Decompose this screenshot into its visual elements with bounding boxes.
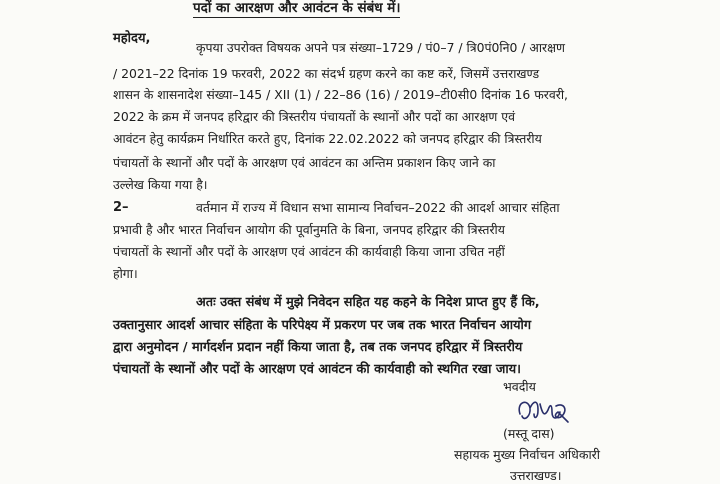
paragraph-line: 2022 के क्रम में जनपद हरिद्वार की त्रिस्तरीय पंचायतों के स्थानों और पदों का आरक्षण एवं — [113, 109, 516, 124]
paragraph-line: प्रभावी है और भारत निर्वाचन आयोग की पूर्वानुमति के बिना, जनपद हरिद्वार की त्रिस्तरीय — [113, 222, 505, 237]
letter-subject: पदों का आरक्षण और आवंटन के संबंध में। — [193, 0, 401, 16]
paragraph-line: पंचायतों के स्थानों और पदों के आरक्षण एवं आवंटन की कार्यवाही किया जाना उचित नहीं — [113, 244, 505, 259]
paragraph-line: होगा। — [113, 266, 138, 281]
paragraph-line: आवंटन हेतु कार्यक्रम निर्धारित करते हुए, दिनांक 22.02.2022 को जनपद हरिद्वार की त्रिस्तरीय — [113, 131, 542, 146]
paragraph-line: कृपया उपरोक्त विषयक अपने पत्र संख्या–1729 / पं0–7 / त्रि0पं0नि0 / आरक्षण — [196, 40, 565, 55]
paragraph-line: पंचायतों के स्थानों और पदों के आरक्षण एवं आवंटन की कार्यवाही को स्थगित रखा जाय। — [113, 362, 521, 377]
paragraph-2-number: 2– — [113, 200, 129, 215]
paragraph-line: उक्तानुसार आदर्श आचार संहिता के परिपेक्ष्य में प्रकरण पर जब तक भारत निर्वाचन आयोग — [113, 318, 532, 333]
paragraph-line: द्वारा अनुमोदन / मार्गदर्शन प्रदान नहीं किया जाता है, तब तक जनपद हरिद्वार में त्रिस्तरीय — [113, 340, 523, 355]
paragraph-line: पंचायतों के स्थानों और पदों के आरक्षण एवं आवंटन का अन्तिम प्रकाशन किए जाने का — [113, 155, 496, 170]
paragraph-line: / 2021–22 दिनांक 19 फरवरी, 2022 का संदर्भ ग्रहण करने का कष्ट करें, जिसमें उत्तराखण्ड — [113, 66, 540, 81]
paragraph-line: वर्तमान में राज्य में विधान सभा सामान्य निर्वाचन–2022 की आदर्श आचार संहिता — [196, 200, 560, 215]
salutation: महोदय, — [113, 31, 151, 46]
signer-location: उत्तराखण्ड। — [510, 468, 562, 483]
paragraph-line: अतः उक्त संबंध में मुझे निवेदन सहित यह कहने के निदेश प्राप्त हुए हैं कि, — [196, 295, 540, 310]
signer-title: सहायक मुख्य निर्वाचन अधिकारी — [454, 447, 601, 462]
paragraph-line: शासन के शासनादेश संख्या–145 / XII (1) / 22–86 (16) / 2019–टी0सी0 दिनांक 16 फरवरी, — [113, 87, 568, 102]
signer-name: (मस्तू दास) — [503, 426, 555, 441]
closing: भवदीय — [503, 379, 536, 394]
paragraph-line: उल्लेख किया गया है। — [113, 177, 208, 192]
